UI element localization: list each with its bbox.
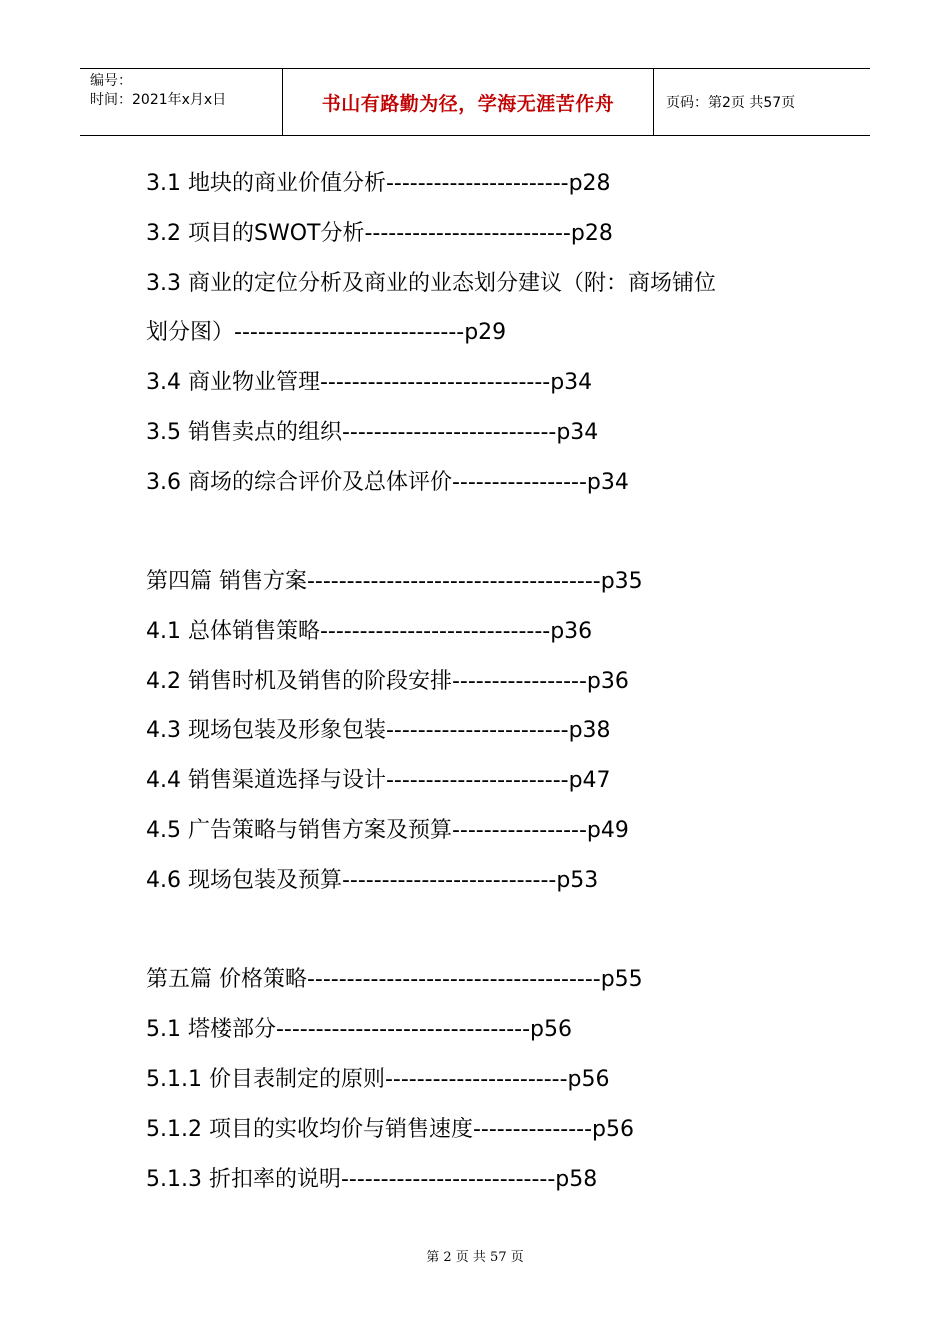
page-header	[80, 68, 870, 136]
toc-entry: 4.3 现场包装及形象包装-----------------------p38	[146, 718, 611, 743]
header-number-label: 编号：	[90, 73, 132, 89]
toc-entry: 第四篇 销售方案-------------------------------------p35	[146, 569, 643, 594]
toc-entry: 4.4 销售渠道选择与设计-----------------------p47	[146, 768, 611, 793]
toc-entry: 4.1 总体销售策略-----------------------------p36	[146, 619, 593, 644]
header-motto: 书山有路勤为径，学海无涯苦作舟	[282, 69, 654, 135]
toc-entry: 4.5 广告策略与销售方案及预算-----------------p49	[146, 818, 629, 843]
toc-entry: 5.1.1 价目表制定的原则-----------------------p56	[146, 1067, 610, 1092]
toc-entry: 3.2 项目的SWOT分析--------------------------p28	[146, 221, 613, 246]
toc-entry: 3.4 商业物业管理-----------------------------p34	[146, 370, 593, 395]
header-page-info: 页码：第2页 共57页	[666, 95, 796, 111]
toc-entry: 4.6 现场包装及预算---------------------------p53	[146, 868, 599, 893]
toc-entry: 4.2 销售时机及销售的阶段安排-----------------p36	[146, 669, 629, 694]
toc-entry: 3.3 商业的定位分析及商业的业态划分建议（附：商场铺位	[146, 271, 716, 296]
toc-entry: 划分图）-----------------------------p29	[146, 320, 507, 345]
toc-entry: 第五篇 价格策略-------------------------------------p55	[146, 967, 643, 992]
toc-entry: 5.1.2 项目的实收均价与销售速度---------------p56	[146, 1117, 635, 1142]
toc-entry: 3.1 地块的商业价值分析-----------------------p28	[146, 171, 611, 196]
toc-entry: 5.1.3 折扣率的说明---------------------------p58	[146, 1167, 598, 1192]
toc-entry: 3.6 商场的综合评价及总体评价-----------------p34	[146, 470, 629, 495]
page-footer: 第 2 页 共 57 页	[426, 1250, 524, 1265]
toc-entry: 3.5 销售卖点的组织---------------------------p34	[146, 420, 599, 445]
header-time-label: 时间：2021年x月x日	[90, 92, 227, 108]
toc-entry: 5.1 塔楼部分--------------------------------p56	[146, 1017, 572, 1042]
header-meta	[80, 69, 282, 135]
